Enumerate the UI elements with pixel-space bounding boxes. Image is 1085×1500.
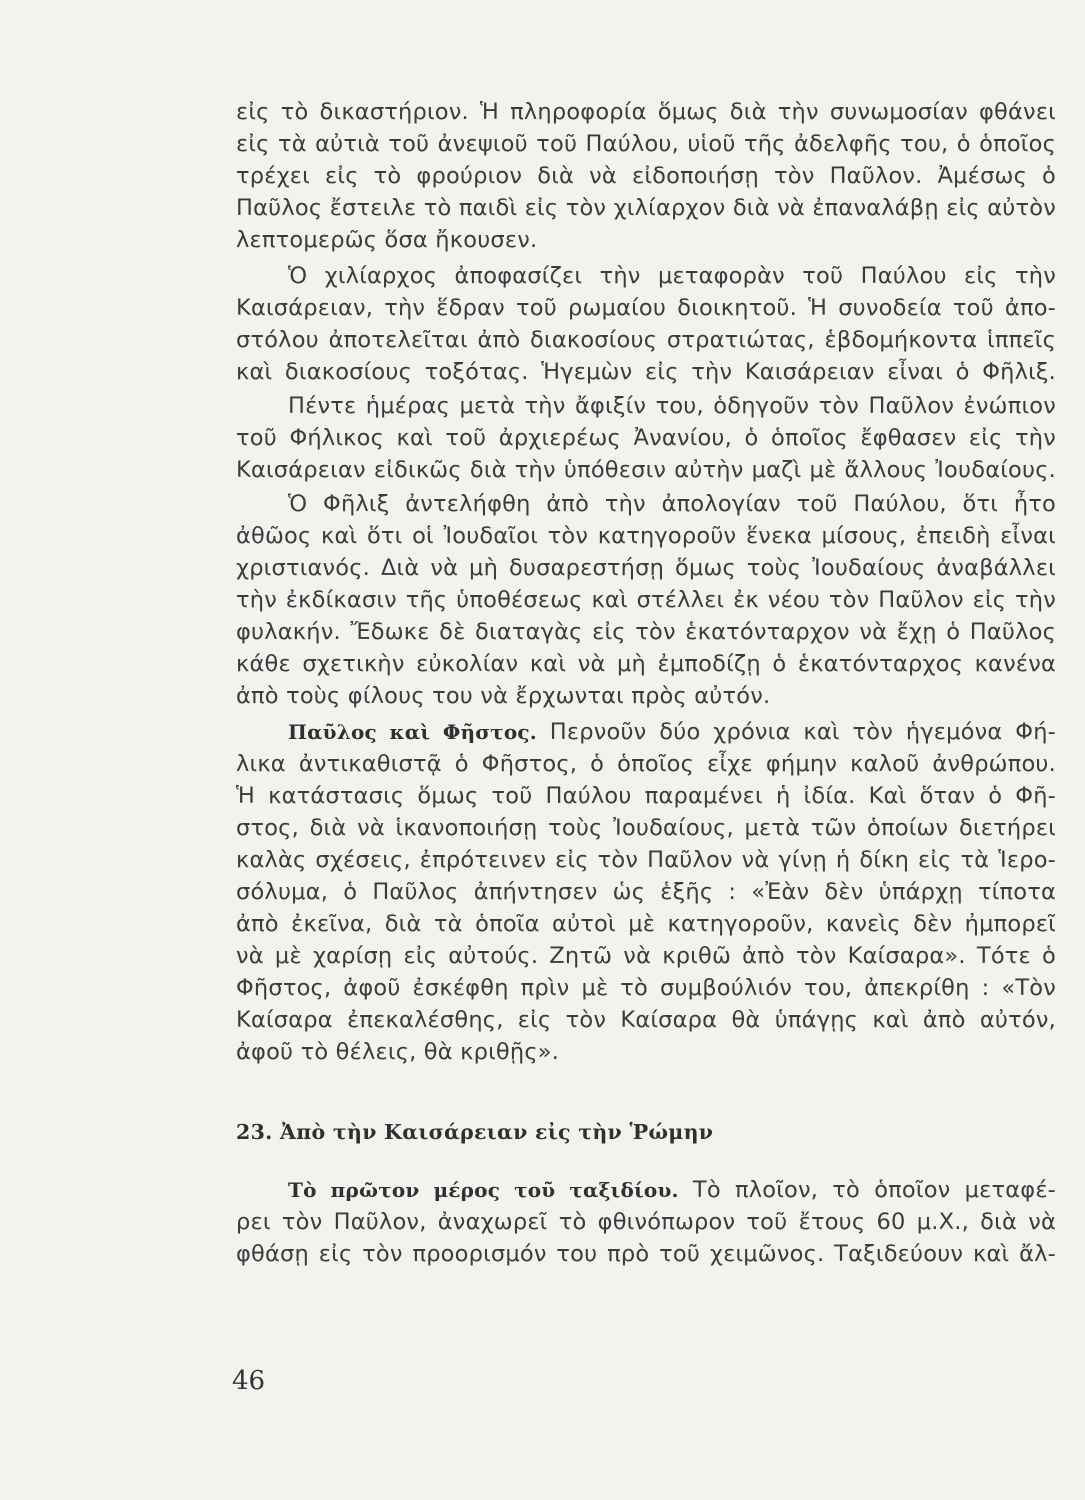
text-line: καλὰς σχέσεις, ἐπρότεινεν εἰς τὸν Παῦλον νὰ γίνῃ ἡ δίκη εἰς τὰ Ἱερο-: [236, 847, 1056, 873]
text-line: ἀθῶος καὶ ὅτι οἱ Ἰουδαῖοι τὸν κατηγοροῦν ἕνεκα μίσους, ἐπειδὴ εἶναι: [236, 523, 1056, 549]
text-line: ρει τὸν Παῦλον, ἀναχωρεῖ τὸ φθινόπωρον τοῦ ἔτους 60 μ.Χ., διὰ νὰ: [236, 1209, 1056, 1235]
text-line: νὰ μὲ χαρίσῃ εἰς αὐτούς. Ζητῶ νὰ κριθῶ ἀπὸ τὸν Καίσαρα». Τότε ὁ: [236, 943, 1056, 969]
text-line: εἰς τὰ αὐτιὰ τοῦ ἀνεψιοῦ τοῦ Παύλου, υἱοῦ τῆς ἀδελφῆς του, ὁ ὁποῖος: [236, 131, 1056, 157]
text-line: λεπτομερῶς ὅσα ἤκουσεν.: [236, 227, 538, 253]
text-line: Φῆστος, ἀφοῦ ἐσκέφθη πρὶν μὲ τὸ συμβούλιόν του, ἀπεκρίθη : «Τὸν: [236, 975, 1056, 1001]
text-line: Ἡ κατάστασις ὅμως τοῦ Παύλου παραμένει ἡ ἰδία. Καὶ ὅταν ὁ Φῆ-: [236, 783, 1056, 809]
text-line: χριστιανός. Διὰ νὰ μὴ δυσαρεστήσῃ ὅμως τοὺς Ἰουδαίους ἀναβάλλει: [236, 555, 1056, 581]
text-line: Καισάρειαν, τὴν ἕδραν τοῦ ρωμαίου διοικητοῦ. Ἡ συνοδεία τοῦ ἀπο-: [236, 295, 1056, 321]
text-line: τοῦ Φήλικος καὶ τοῦ ἀρχιερέως Ἀνανίου, ὁ ὁποῖος ἔφθασεν εἰς τὴν: [236, 425, 1056, 451]
text-line: Παῦλος ἔστειλε τὸ παιδὶ εἰς τὸν χιλίαρχον διὰ νὰ ἐπαναλάβῃ εἰς αὐτὸν: [236, 195, 1056, 221]
text-line: Καίσαρα ἐπεκαλέσθης, εἰς τὸν Καίσαρα θὰ ὑπάγῃς καὶ ἀπὸ αὐτόν,: [236, 1007, 1056, 1033]
text-line: στόλου ἀποτελεῖται ἀπὸ διακοσίους στρατιώτας, ἑβδομήκοντα ἱππεῖς: [236, 327, 1056, 353]
text-line: λικα ἀντικαθιστᾷ ὁ Φῆστος, ὁ ὁποῖος εἶχε φήμην καλοῦ ἀνθρώπου.: [236, 751, 1056, 777]
subheading-first-part: Τὸ πρῶτον μέρος τοῦ ταξιδίου.: [288, 1178, 679, 1202]
text-line: Ὁ Φῆλιξ ἀντελήφθη ἀπὸ τὴν ἀπολογίαν τοῦ Παύλου, ὅτι ἦτο: [288, 491, 1056, 517]
page-number: 46: [232, 1366, 266, 1396]
text-line: ἀπὸ τοὺς φίλους του νὰ ἔρχωνται πρὸς αὐτόν.: [236, 683, 771, 709]
text-line: ἀπὸ ἐκεῖνα, διὰ τὰ ὁποῖα αὐτοὶ μὲ κατηγοροῦν, κανεὶς δὲν ἠμπορεῖ: [236, 911, 1056, 937]
text-line: φθάσῃ εἰς τὸν προορισμόν του πρὸ τοῦ χειμῶνος. Ταξιδεύουν καὶ ἄλ-: [236, 1241, 1056, 1267]
text-line: φυλακήν. Ἔδωκε δὲ διαταγὰς εἰς τὸν ἑκατόνταρχον νὰ ἔχῃ ὁ Παῦλος: [236, 619, 1056, 645]
text-line: Πέντε ἡμέρας μετὰ τὴν ἄφιξίν του, ὁδηγοῦν τὸν Παῦλον ἐνώπιον: [288, 393, 1056, 419]
text-line: Καισάρειαν εἰδικῶς διὰ τὴν ὑπόθεσιν αὐτὴν μαζὶ μὲ ἄλλους Ἰουδαίους.: [236, 457, 1056, 483]
text-line: ἀφοῦ τὸ θέλεις, θὰ κριθῇς».: [236, 1039, 560, 1065]
subheading-paul-festus: Παῦλος καὶ Φῆστος.: [288, 720, 537, 744]
section-heading: 23. Ἀπὸ τὴν Καισάρειαν εἰς τὴν Ῥώμην: [236, 1120, 714, 1144]
text-run: Τὸ πλοῖον, τὸ ὁποῖον μεταφέ-: [692, 1177, 1056, 1203]
text-line: κάθε σχετικὴν εὐκολίαν καὶ νὰ μὴ ἐμποδίζῃ ὁ ἑκατόνταρχος κανένα: [236, 651, 1056, 677]
text-line: [236, 716, 1056, 748]
text-line: καὶ διακοσίους τοξότας. Ἡγεμὼν εἰς τὴν Καισάρειαν εἶναι ὁ Φῆλιξ.: [236, 359, 1056, 385]
text-line: τὴν ἐκδίκασιν τῆς ὑποθέσεως καὶ στέλλει ἐκ νέου τὸν Παῦλον εἰς τὴν: [236, 587, 1056, 613]
text-run: Περνοῦν δύο χρόνια καὶ τὸν ἡγεμόνα Φή-: [549, 719, 1056, 745]
text-line: στος, διὰ νὰ ἱκανοποιήσῃ τοὺς Ἰουδαίους, μετὰ τῶν ὁποίων διετήρει: [236, 815, 1056, 841]
text-line: Ὁ χιλίαρχος ἀποφασίζει τὴν μεταφορὰν τοῦ Παύλου εἰς τὴν: [288, 263, 1056, 289]
text-line: [236, 1174, 1056, 1206]
text-line: εἰς τὸ δικαστήριον. Ἡ πληροφορία ὅμως διὰ τὴν συνωμοσίαν φθάνει: [236, 99, 1056, 125]
text-line: σόλυμα, ὁ Παῦλος ἀπήντησεν ὡς ἑξῆς : «Ἐὰν δὲν ὑπάρχῃ τίποτα: [236, 879, 1056, 905]
text-line: τρέχει εἰς τὸ φρούριον διὰ νὰ εἰδοποιήσῃ τὸν Παῦλον. Ἀμέσως ὁ: [236, 163, 1056, 189]
